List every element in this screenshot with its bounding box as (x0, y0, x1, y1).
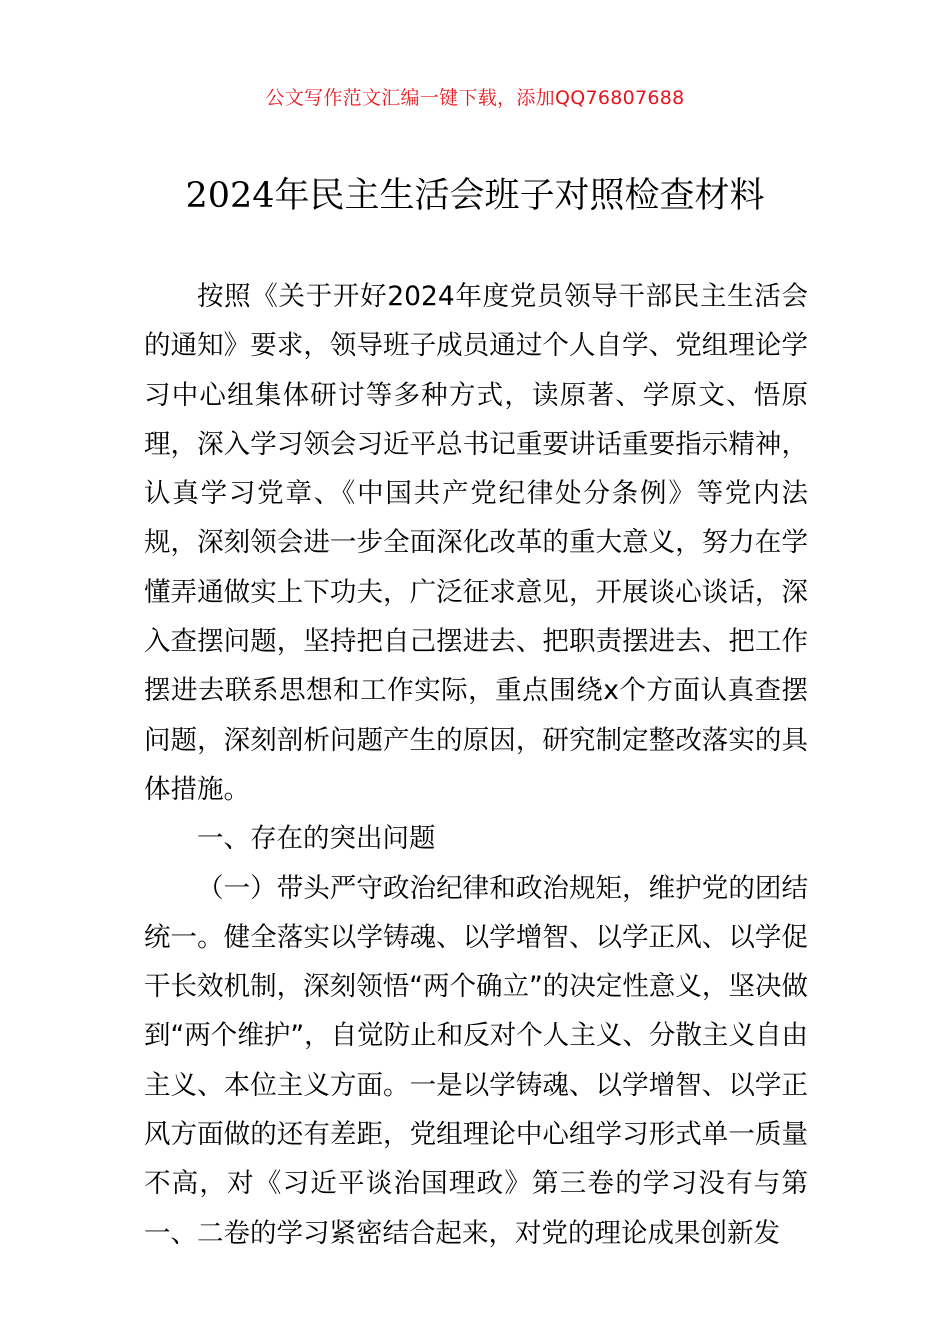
document-title: 2024年民主生活会班子对照检查材料 (185, 176, 765, 216)
intro-paragraph: 按照《关于开好2024年度党员领导干部民主生活会的通知》要求，领导班子成员通过个人自学、党组理论学习中心组集体研讨等多种方式，读原著、学原文、悟原理，深入学习领会习近平总书记重要讲话重要指示精神，认真学习党章、《中国共产党纪律处分条例》等党内法规，深刻领会进一步全面深化改革的重大意义，努力在学懂弄通做实上下功夫，广泛征求意见，开展谈心谈话，深入查摆问题，坚持把自己摆进去、把职责摆进去、把工作摆进去联系思想和工作实际，重点围绕x个方面认真查摆问题，深刻剖析问题产生的原因，研究制定整改落实的具体措施。 (144, 281, 808, 805)
section-heading: 一、存在的突出问题 (197, 823, 436, 855)
document-body (144, 272, 808, 1258)
header-ad-text: 公文写作范文汇编一键下载，添加QQ76807688 (265, 87, 685, 109)
section-paragraph: （一）带头严守政治纪律和政治规矩，维护党的团结统一。健全落实以学铸魂、以学增智、以学正风、以学促干长效机制，深刻领悟“两个确立”的决定性意义，坚决做到“两个维护”，自觉防止和反对个人主义、分散主义自由主义、本位主义方面。一是以学铸魂、以学增智、以学正风方面做的还有差距，党组理论中心组学习形式单一质量不高，对《习近平谈治国理政》第三卷的学习没有与第一、二卷的学习紧密结合起来，对党的理论成果创新发 (144, 872, 808, 1249)
